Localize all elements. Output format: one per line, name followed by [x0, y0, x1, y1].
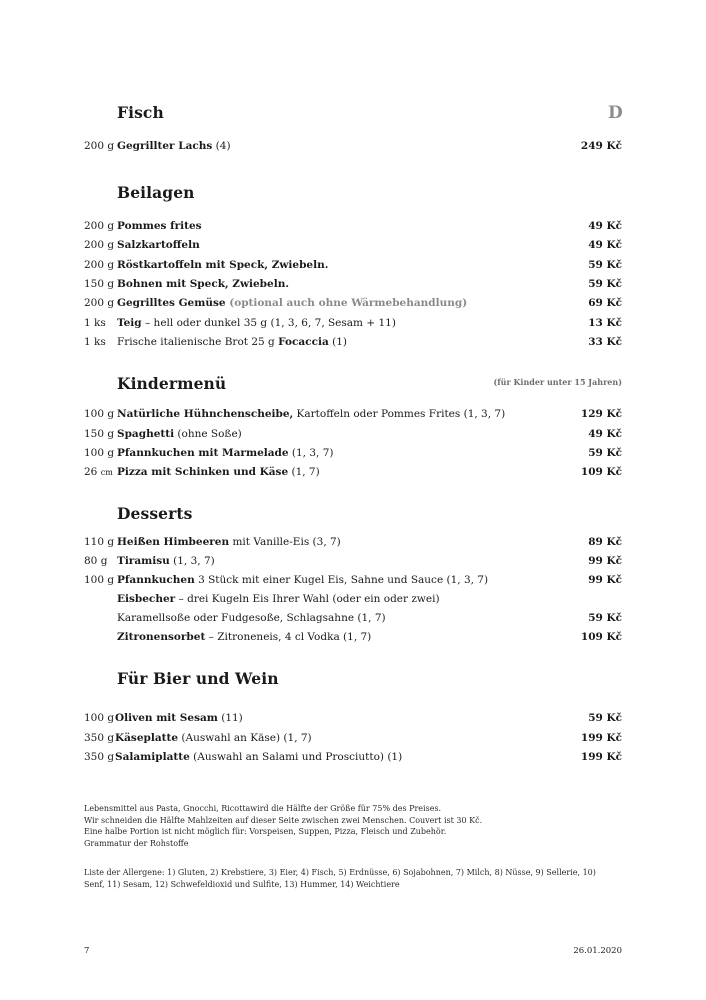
item-name: Tiramisu — [117, 555, 170, 567]
item-price: 33 Kč — [588, 336, 622, 348]
item-name: Röstkartoffeln mit Speck, Zwiebeln. — [117, 259, 329, 271]
item-price: 109 Kč — [580, 631, 622, 643]
item-qty: 100 g — [84, 712, 115, 724]
item-name: Eisbecher — [117, 593, 176, 605]
heading-beilagen: Beilagen — [117, 183, 195, 202]
item-extra: (1, 3, 7) — [169, 555, 215, 567]
menu-item — [84, 445, 622, 462]
item-qty: 150 g — [84, 428, 115, 440]
item-qty: 200 g — [84, 220, 115, 232]
item-extra: – Zitroneneis, 4 cl Vodka (1, 7) — [205, 631, 372, 643]
item-extra: (1) — [328, 336, 347, 348]
kindermenue-note: (für Kinder unter 15 Jahren) — [493, 377, 622, 387]
page-letter: D — [608, 103, 623, 123]
menu-item — [84, 276, 622, 293]
item-price: 59 Kč — [588, 447, 622, 459]
item-name: Teig — [117, 317, 142, 329]
page-number: 7 — [84, 946, 90, 956]
item-name: Spaghetti — [117, 428, 175, 440]
item-extra: (11) — [217, 712, 243, 724]
menu-item — [84, 629, 622, 646]
item-qty: 100 g — [84, 574, 115, 586]
item-price: 89 Kč — [588, 536, 622, 548]
item-extra: Kartoffeln oder Pommes Frites (1, 3, 7) — [293, 408, 506, 420]
item-price: 49 Kč — [588, 220, 622, 232]
item-extra: (1, 3, 7) — [288, 447, 334, 459]
menu-item — [84, 334, 622, 351]
item-price: 199 Kč — [580, 732, 622, 744]
item-name: Pfannkuchen — [117, 574, 195, 586]
item-extra: (ohne Soße) — [174, 428, 242, 440]
item-name: Focaccia — [278, 336, 329, 348]
item-extra: 3 Stück mit einer Kugel Eis, Sahne und Sauce (1, 3, 7) — [194, 574, 489, 586]
item-price: 109 Kč — [580, 466, 622, 478]
item-qty: 350 g — [84, 751, 115, 763]
menu-item — [84, 426, 622, 443]
item-price: 59 Kč — [588, 612, 622, 624]
item-qty: 150 g — [84, 278, 115, 290]
item-price: 129 Kč — [580, 408, 622, 420]
item-name: Pfannkuchen mit Marmelade — [117, 447, 289, 459]
page-date: 26.01.2020 — [573, 946, 622, 956]
item-name: Heißen Himbeeren — [117, 536, 230, 548]
item-price: 69 Kč — [588, 297, 622, 309]
item-price: 13 Kč — [588, 317, 622, 329]
item-extra: (4) — [212, 140, 231, 152]
item-price: 249 Kč — [580, 140, 622, 152]
menu-item — [84, 257, 622, 274]
menu-item — [84, 553, 622, 570]
item-price: 199 Kč — [580, 751, 622, 763]
menu-item — [84, 710, 622, 727]
item-name: Pizza mit Schinken und Käse — [117, 466, 289, 478]
item-qty: 26 cm — [84, 466, 113, 478]
item-extra: – hell oder dunkel 35 g (1, 3, 6, 7, Sesam + 11) — [141, 317, 396, 329]
item-name: Zitronensorbet — [117, 631, 206, 643]
footer-line: Grammatur der Rohstoffe — [84, 838, 189, 848]
item-price: 59 Kč — [588, 712, 622, 724]
item-name: Gegrillter Lachs — [117, 140, 213, 152]
item-pre: Frische italienische Brot 25 g — [117, 336, 279, 348]
item-qty: 100 g — [84, 447, 115, 459]
item-name: Salzkartoffeln — [117, 239, 200, 251]
item-name: Oliven mit Sesam — [115, 712, 218, 724]
item-name: Pommes frites — [117, 220, 202, 232]
menu-item — [84, 591, 622, 608]
footer-notes — [84, 803, 624, 849]
menu-item — [84, 572, 622, 589]
menu-item — [84, 730, 622, 747]
item-price: 99 Kč — [588, 574, 622, 586]
item-extra: – drei Kugeln Eis Ihrer Wahl (oder ein oder zwei) — [175, 593, 440, 605]
allergen-line: Liste der Allergene: 1) Gluten, 2) Krebstiere, 3) Eier, 4) Fisch, 5) Erdnüsse, 6) Sojabohnen, 7) Milch, 8) Nüsse, 9) Sellerie, 10) — [84, 868, 596, 877]
menu-item — [84, 464, 622, 481]
item-qty: 80 g — [84, 555, 108, 567]
item-extra: (1, 7) — [288, 466, 320, 478]
footer-line: Wir schneiden die Hälfte Mahlzeiten auf dieser Seite zwischen zwei Menschen. Couvert ist 30 Kč. — [84, 815, 483, 825]
menu-item — [84, 237, 622, 254]
item-extra: (optional auch ohne Wärmebehandlung) — [225, 297, 468, 309]
menu-item — [84, 218, 622, 235]
allergen-list — [84, 867, 624, 890]
item-name: Bohnen mit Speck, Zwiebeln. — [117, 278, 289, 290]
menu-item — [84, 534, 622, 551]
footer-line: Eine halbe Portion ist nicht möglich für: Vorspeisen, Suppen, Pizza, Fleisch und Zubehör. — [84, 827, 447, 836]
item-qty: 200 g — [84, 297, 115, 309]
menu-item — [84, 138, 622, 155]
menu-item — [84, 610, 622, 627]
item-qty: 200 g — [84, 259, 115, 271]
item-extra: (Auswahl an Käse) (1, 7) — [178, 732, 312, 744]
item-extra: Karamellsoße oder Fudgesoße, Schlagsahne (1, 7) — [117, 612, 386, 624]
item-name: Natürliche Hühnchenscheibe, — [117, 408, 294, 420]
item-name: Gegrilltes Gemüse — [117, 297, 226, 309]
item-qty: 110 g — [84, 536, 115, 548]
heading-fisch: Fisch — [117, 103, 164, 122]
item-qty: 200 g — [84, 239, 115, 251]
item-qty: 200 g — [84, 140, 115, 152]
footer-line: Lebensmittel aus Pasta, Gnocchi, Ricottawird die Hälfte der Größe für 75% des Preises. — [84, 804, 442, 813]
menu-item — [84, 315, 622, 332]
item-name: Käseplatte — [115, 732, 179, 744]
allergen-line: Senf, 11) Sesam, 12) Schwefeldioxid und Sulfite, 13) Hummer, 14) Weichtiere — [84, 879, 400, 889]
menu-item — [84, 295, 622, 312]
item-extra: (Auswahl an Salami und Prosciutto) (1) — [189, 751, 403, 763]
heading-desserts: Desserts — [117, 504, 193, 523]
menu-item — [84, 406, 622, 423]
menu-item — [84, 749, 622, 766]
item-price: 99 Kč — [588, 555, 622, 567]
item-price: 49 Kč — [588, 428, 622, 440]
heading-kindermenue: Kindermenü — [117, 374, 227, 393]
item-extra: mit Vanille-Eis (3, 7) — [229, 536, 341, 548]
item-qty: 1 ks — [84, 336, 106, 348]
item-price: 59 Kč — [588, 259, 622, 271]
item-name: Salamiplatte — [115, 751, 190, 763]
heading-bier-wein: Für Bier und Wein — [117, 669, 279, 688]
item-price: 59 Kč — [588, 278, 622, 290]
item-qty: 1 ks — [84, 317, 106, 329]
item-price: 49 Kč — [588, 239, 622, 251]
item-qty: 100 g — [84, 408, 115, 420]
item-qty: 350 g — [84, 732, 115, 744]
